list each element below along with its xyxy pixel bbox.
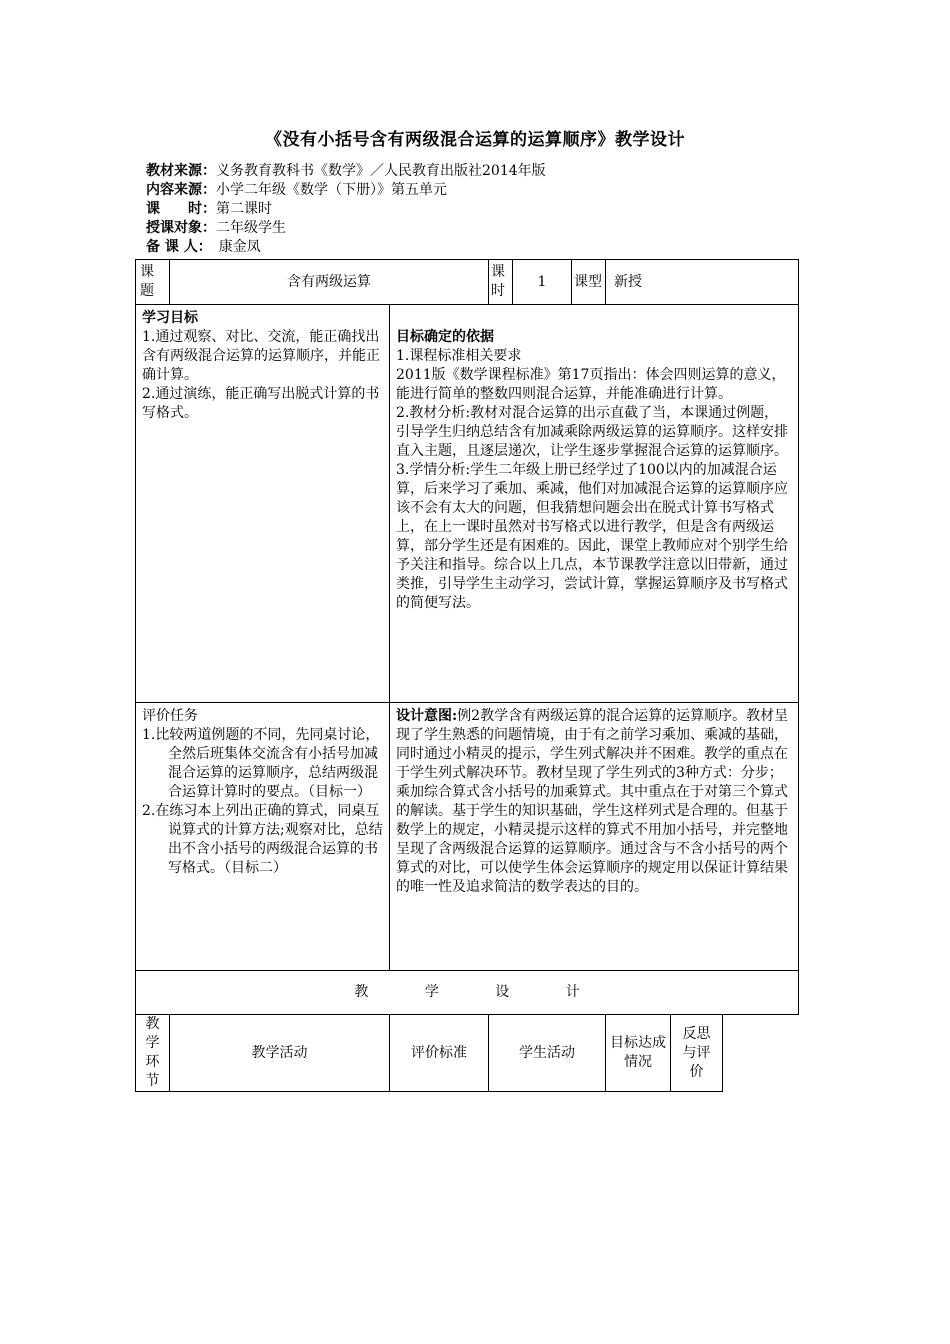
meta-row-source: [146, 162, 546, 181]
topic-value: 含有两级运算: [170, 260, 489, 305]
meta-label: 备 课 人：: [146, 239, 205, 255]
col-student: 学生活动: [489, 1015, 606, 1092]
meta-row-audience: [146, 219, 546, 238]
intent-cell: [390, 703, 799, 971]
meta-value: 义务教育教科书《数学》／人民教育出版社2014年版: [216, 163, 546, 179]
meta-row-period: [146, 200, 546, 219]
evaluation-item: 1.比较两道例题的不同，先同桌讨论，全然后班集体交流含有小括号加减混合运算的运算顺序，总结两级混合运算计算时的要点。（目标一）: [142, 727, 380, 800]
goal-item: 2.通过演练，能正确写出脱式计算的书写格式。: [142, 386, 380, 421]
intent-text: [396, 707, 792, 897]
meta-row-teacher: [146, 238, 546, 257]
evaluation-item: 2.在练习本上列出正确的算式，同桌互说算式的计算方法;观察对比，总结出不含小括号的两级混合运算的书写格式。（目标二）: [142, 803, 383, 876]
type-label: 课型: [572, 260, 606, 305]
basis-heading: 目标确定的依据: [396, 329, 494, 345]
design-heading-row: [136, 971, 799, 1015]
type-value: 新授: [606, 260, 799, 305]
empty-cell: [723, 1015, 799, 1092]
intent-body: 例2教学含有两级运算的混合运算的运算顺序。教材呈现了学生熟悉的问题情境，由于有之前学习乘加、乘减的基础，同时通过小精灵的提示，学生列式解决并不困难。教学的重点在于学生列式解决环节。教材呈现了学生列式的3种方式：分步；乘加综合算式含小括号的加乘算式。其中重点在于对第三个算式的解读。基于学生的知识基础，学生这样列式是合理的。但基于数学上的规定，小精灵提示这样的算式不用加小括号，并完整地呈现了含两级混合运算的运算顺序。通过含与不含小括号的两个算式的对比，可以使学生体会运算顺序的规定用以保证计算结果的唯一性及追求简洁的数学表达的目的。: [396, 708, 789, 895]
basis-paragraph: 1.课程标准相关要求: [396, 348, 522, 364]
goals-heading: 学习目标: [142, 310, 198, 326]
meta-block: [146, 162, 546, 257]
evaluation-list: [142, 726, 383, 878]
column-header-row: [136, 1015, 799, 1092]
col-criteria: 评价标准: [390, 1015, 489, 1092]
lesson-table: [135, 259, 799, 1092]
meta-label: 授课对象：: [146, 220, 216, 236]
evaluation-cell: [136, 703, 390, 971]
design-heading-char: 设: [495, 984, 510, 1000]
basis-cell: [390, 305, 799, 703]
basis-paragraph: 2.教材分析:教材对混合运算的出示直截了当，本课通过例题，引导学生归纳总结含有加减乘除两级运算的运算顺序。这样安排直入主题，且逐层递次，让学生逐步掌握混合运算的运算顺序。: [396, 405, 788, 459]
design-heading-char: 计: [565, 984, 580, 1000]
meta-value: 第二课时: [216, 201, 272, 217]
intent-label: 设计意图:: [396, 708, 458, 724]
evaluation-heading: 评价任务: [142, 708, 198, 724]
basis-paragraph: 3.学情分析:学生二年级上册已经学过了100以内的加减混合运算，后来学习了乘加、乘减，他们对加减混合运算的运算顺序应该不会有太大的问题，但我猜想问题会出在脱式计算书写格式上，在上一课时虽然对书写格式以进行教学，但是含有两级运算，部分学生还是有困难的。因此，课堂上教师应对个别学生给予关注和指导。综合以上几点，本节课教学注意以旧带新，通过类推，引导学生主动学习，尝试计算，掌握运算顺序及书写格式的简便写法。: [396, 462, 788, 611]
basis-paragraph: 2011版《数学课程标准》第17页指出：体会四则运算的意义，能进行简单的整数四则混合运算，并能准确进行计算。: [396, 367, 786, 402]
goals-cell: [136, 305, 390, 703]
design-heading-char: 教: [354, 984, 369, 1000]
goal-item: 1.通过观察、对比、交流，能正确找出含有两级混合运算的运算顺序，并能正确计算。: [142, 329, 380, 383]
meta-value: 小学二年级《数学（下册）》第五单元: [216, 182, 447, 198]
hours-value: 1: [513, 260, 572, 305]
meta-value: 康金凤: [204, 239, 261, 255]
meta-label: 课 时：: [146, 201, 216, 217]
col-reflection: 反思与评价: [671, 1015, 723, 1092]
hours-label: 课时: [489, 260, 513, 305]
design-heading: [136, 971, 799, 1015]
document-title: 《没有小括号含有两级混合运算的运算顺序》教学设计: [265, 130, 685, 150]
meta-label: 教材来源：: [146, 163, 216, 179]
topic-label: 课题: [136, 260, 170, 305]
col-activity: 教学活动: [170, 1015, 390, 1092]
meta-value: 二年级学生: [216, 220, 286, 236]
meta-label: 内容来源：: [146, 182, 216, 198]
design-heading-char: 学: [424, 984, 439, 1000]
col-stage: 教学环节: [136, 1015, 170, 1092]
evaluation-row: [136, 703, 799, 971]
header-row: [136, 260, 799, 305]
goals-row: [136, 305, 799, 703]
col-goal-status: 目标达成情况: [606, 1015, 671, 1092]
meta-row-content: [146, 181, 546, 200]
